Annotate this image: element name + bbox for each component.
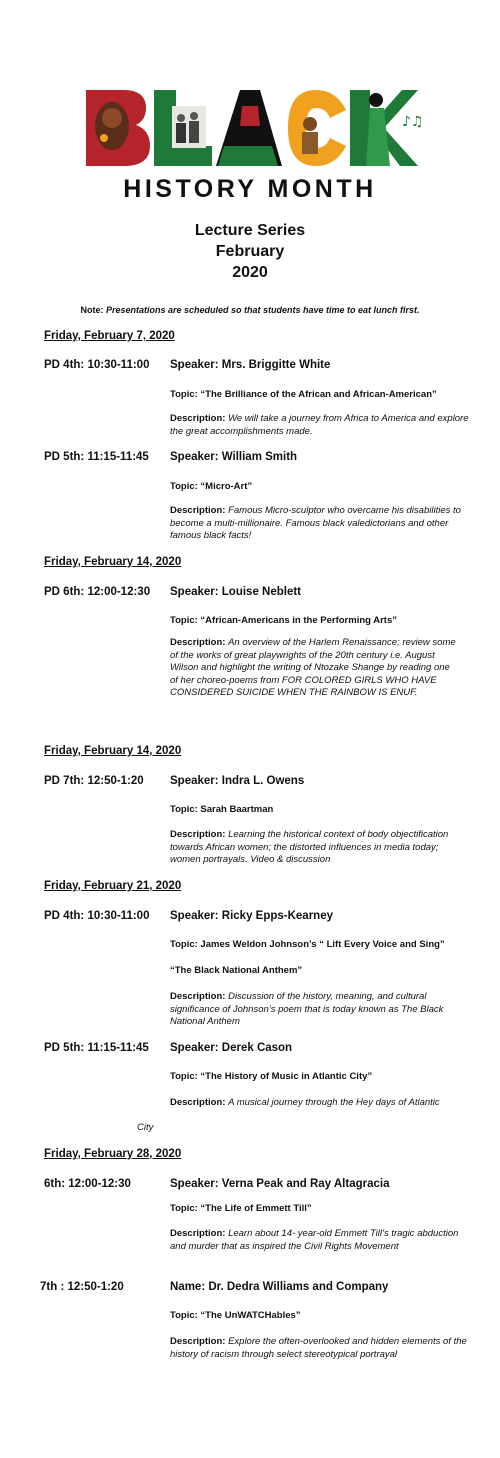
speaker: Speaker: Louise Neblett xyxy=(170,586,302,598)
speaker: Name: Dr. Dedra Williams and Company xyxy=(170,1281,389,1293)
description-label: Description: xyxy=(170,1097,226,1108)
letter-l xyxy=(154,90,212,166)
letter-k xyxy=(350,90,424,166)
description-text: Famous Micro-sculptor who overcame his disabilities to become a multi-millionaire. Famous black valedictorians and other famous black facts! xyxy=(170,505,461,541)
period-time: PD 4th: 10:30-11:00 xyxy=(44,359,150,371)
description-text: Explore the often-overlooked and hidden elements of the history of racism through select stereotypical portrayal xyxy=(170,1336,467,1360)
speaker: Speaker: Derek Cason xyxy=(170,1042,293,1054)
topic: Topic: “The Brilliance of the African and African-American” xyxy=(170,389,437,400)
topic: Topic: “Micro-Art” xyxy=(170,481,253,492)
description-label: Description: xyxy=(170,991,226,1002)
speaker: Speaker: William Smith xyxy=(170,451,298,463)
date-heading: Friday, February 28, 2020 xyxy=(44,1148,182,1160)
description-text: We will take a journey from Africa to America and explore the great accomplishments made. xyxy=(170,413,469,437)
topic: Topic: James Weldon Johnson’s “ Lift Every Voice and Sing” xyxy=(170,939,445,950)
description xyxy=(170,637,460,700)
description-text: Learn about 14- year-old Emmett Till’s tragic abduction and murder that as inspired the Civil Rights Movement xyxy=(170,1228,459,1252)
letter-a xyxy=(216,90,282,166)
period-time: PD 5th: 11:15-11:45 xyxy=(44,451,149,463)
description xyxy=(170,1228,470,1253)
description-label: Description: xyxy=(170,1336,226,1347)
topic: Topic: “The UnWATCHables” xyxy=(170,1310,301,1321)
topic: Topic: “African-Americans in the Performing Arts” xyxy=(170,615,397,626)
description-label: Description: xyxy=(170,413,226,424)
description xyxy=(170,991,470,1029)
series-year: 2020 xyxy=(232,264,268,281)
series-title: Lecture Series xyxy=(194,222,306,239)
description-text: Learning the historical context of body objectification towards African women; the distorted influences in media today; women portrayals. Video & discussion xyxy=(170,829,449,865)
description xyxy=(170,829,470,867)
note-text: Presentations are scheduled so that students have time to eat lunch first. xyxy=(105,305,420,315)
date-heading: Friday, February 14, 2020 xyxy=(44,745,182,757)
description xyxy=(170,413,470,438)
topic-subtitle: “The Black National Anthem” xyxy=(170,965,303,976)
letter-b xyxy=(86,90,150,166)
history-month-title: HISTORY MONTH xyxy=(123,175,377,203)
period-time: 6th: 12:00-12:30 xyxy=(44,1178,131,1190)
period-time: 7th : 12:50-1:20 xyxy=(40,1281,124,1293)
period-time: PD 5th: 11:15-11:45 xyxy=(44,1042,149,1054)
period-time: PD 4th: 10:30-11:00 xyxy=(44,910,150,922)
speaker: Speaker: Ricky Epps-Kearney xyxy=(170,910,333,922)
series-month: February xyxy=(215,243,285,260)
black-logo xyxy=(84,86,424,168)
description-label: Description: xyxy=(170,505,226,516)
note xyxy=(0,305,500,315)
date-heading: Friday, February 14, 2020 xyxy=(44,556,182,568)
description xyxy=(170,1336,470,1361)
topic: Topic: “The Life of Emmett Till” xyxy=(170,1203,312,1214)
description-label: Description: xyxy=(170,1228,226,1239)
description xyxy=(170,505,470,543)
svg-text:♪♫: ♪♫ xyxy=(402,114,424,130)
speaker: Speaker: Mrs. Briggitte White xyxy=(170,359,331,371)
description-text: An overview of the Harlem Renaissance; review some of the works of great playwrights of the 20th century i.e. August Wilson and highlight the writing of Ntozake Shange by reading one of her choreo-poems from FOR COLORED GIRLS WHO HAVE CONSIDERED SUICIDE WHEN THE RAINBOW IS ENUF. xyxy=(170,637,456,698)
description-continuation: City xyxy=(137,1122,154,1133)
description-label: Description: xyxy=(170,829,226,840)
topic: Topic: “The History of Music in Atlantic City” xyxy=(170,1071,373,1082)
logo-artwork xyxy=(84,86,424,168)
description-text: A musical journey through the Hey days of Atlantic xyxy=(228,1097,440,1108)
description-label: Description: xyxy=(170,637,226,648)
topic: Topic: Sarah Baartman xyxy=(170,804,274,815)
date-heading: Friday, February 21, 2020 xyxy=(44,880,182,892)
period-time: PD 6th: 12:00-12:30 xyxy=(44,586,151,598)
speaker: Speaker: Indra L. Owens xyxy=(170,775,305,787)
note-label: Note: xyxy=(80,305,104,315)
period-time: PD 7th: 12:50-1:20 xyxy=(44,775,144,787)
description-text: Discussion of the history, meaning, and cultural significance of Johnson’s poem that is today known as The Black National Anthem xyxy=(170,991,444,1027)
speaker: Speaker: Verna Peak and Ray Altagracia xyxy=(170,1178,390,1190)
letter-c xyxy=(288,90,346,166)
description xyxy=(170,1097,470,1110)
date-heading: Friday, February 7, 2020 xyxy=(44,330,175,342)
